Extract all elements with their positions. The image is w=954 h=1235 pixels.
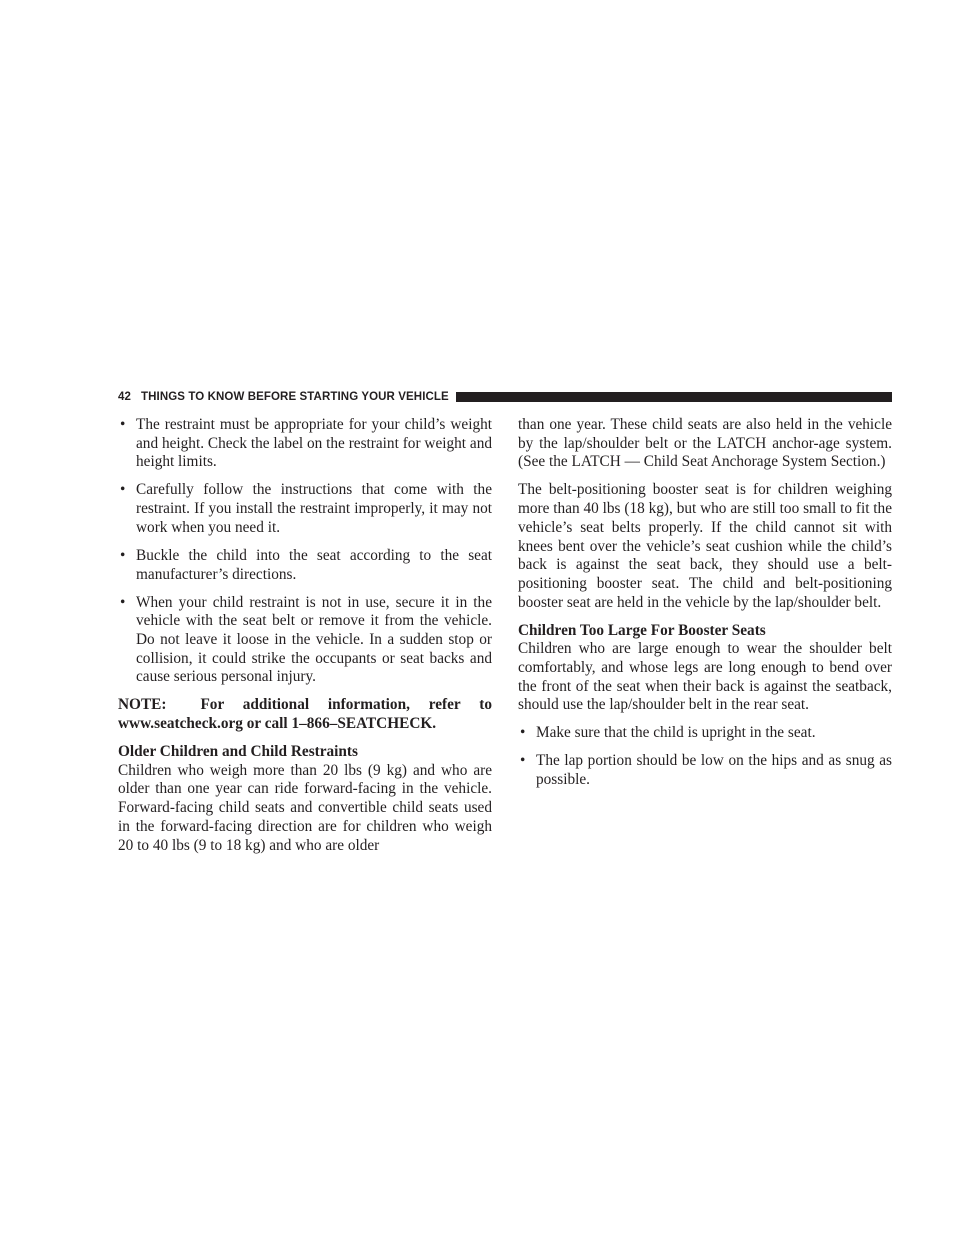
list-item: • Make sure that the child is upright in the seat. (518, 724, 892, 743)
body-paragraph: The belt-positioning booster seat is for children weighing more than 40 lbs (18 kg), but who are still too small to fit the vehicle’s seat belts properly. If the child cannot sit with knees bent over the vehicle’s seat cushion while the child’s back is against the seat back, they should use a belt-positioning booster seat. The child and belt-positioning booster seat are held in the vehicle by the lap/shoulder belt. (518, 481, 892, 611)
body-paragraph: Children who are large enough to wear the shoulder belt comfortably, and whose legs are long enough to bend over the front of the seat when their back is against the seatback, should use the lap/shoulder belt in the rear seat. (518, 640, 892, 714)
section-heading: Children Too Large For Booster Seats (518, 621, 766, 639)
note-text: For additional information, refer to www.seatcheck.org or call 1–866–SEATCHECK. (118, 696, 492, 733)
restraint-bullet-list (118, 416, 492, 687)
page-number: 42 (118, 391, 131, 403)
list-item: • Carefully follow the instructions that come with the restraint. If you install the restraint improperly, it may not work when you need it. (118, 481, 492, 537)
body-paragraph: Children who weigh more than 20 lbs (9 kg) and who are older than one year can ride forward-facing in the vehicle. Forward-facing child seats and convertible child seats used in the forward-facing direction are for children who weigh 20 to 40 lbs (9 to 18 kg) and who are older (118, 761, 492, 854)
left-column (118, 416, 492, 855)
list-item: • The lap portion should be low on the hips and as snug as possible. (518, 752, 892, 789)
running-header (118, 389, 892, 405)
note-label: NOTE: (118, 696, 167, 714)
header-rule-bar (456, 392, 892, 402)
section-heading: Older Children and Child Restraints (118, 743, 358, 761)
note-paragraph (118, 696, 492, 733)
right-column (518, 416, 892, 799)
booster-bullet-list (518, 724, 892, 789)
list-item: • When your child restraint is not in use, secure it in the vehicle with the seat belt or remove it from the vehicle. Do not leave it loose in the vehicle. In a sudden stop or collision, it could strike the occupants or seat backs and cause serious personal injury. (118, 594, 492, 688)
body-paragraph: than one year. These child seats are also held in the vehicle by the lap/shoulder belt or the LATCH anchor-age system. (See the LATCH — Child Seat Anchorage System Section.) (518, 416, 892, 471)
list-item: • Buckle the child into the seat according to the seat manufacturer’s directions. (118, 547, 492, 584)
header-section-title: THINGS TO KNOW BEFORE STARTING YOUR VEHICLE (141, 391, 449, 403)
list-item: • The restraint must be appropriate for your child’s weight and height. Check the label on the restraint for weight and height limits. (118, 416, 492, 472)
